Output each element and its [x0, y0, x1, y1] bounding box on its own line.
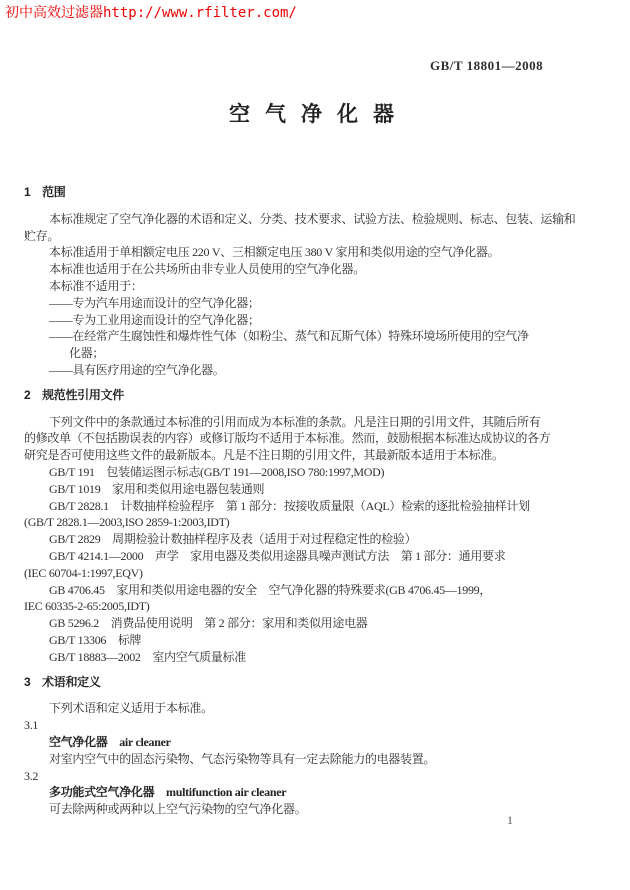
clause-heading: 3 术语和定义 — [24, 674, 101, 689]
standard-number: GB/T 18801—2008 — [430, 58, 544, 73]
paragraph-line: ——具有医疗用途的空气净化器。 — [49, 362, 225, 377]
paragraph-line: GB/T 4214.1—2000 声学 家用电器及类似用途器具噪声测试方法 第 1 部分：通用要求 — [49, 548, 506, 563]
paragraph-line: 对室内空气中的固态污染物、气态污染物等具有一定去除能力的电器装置。 — [49, 751, 436, 766]
term-number: 3.2 — [24, 768, 39, 783]
paragraph-line: 可去除两种或两种以上空气污染物的空气净化器。 — [49, 802, 307, 817]
clause-heading: 2 规范性引用文件 — [24, 387, 124, 402]
document-body — [24, 176, 590, 818]
term-number: 3.1 — [24, 718, 39, 733]
paragraph-continuation-line: 贮存。 — [24, 228, 60, 243]
paragraph-continuation-line: (GB/T 2828.1—2003,ISO 2859-1:2003,IDT) — [24, 515, 230, 530]
paragraph-continuation-line: 研究是否可使用这些文件的最新版本。凡是不注日期的引用文件，其最新版本适用于本标准。 — [24, 448, 504, 463]
clause-heading: 1 范围 — [24, 185, 66, 199]
paragraph-line: GB/T 18883—2002 室内空气质量标准 — [49, 649, 246, 664]
paragraph-line: GB 4706.45 家用和类似用途电器的安全 空气净化器的特殊要求(GB 4706.45—1999， — [49, 582, 492, 597]
paragraph-line: GB 5296.2 消费品使用说明 第 2 部分：家用和类似用途电器 — [49, 616, 368, 631]
paragraph-line: ——专为汽车用途而设计的空气净化器； — [49, 295, 260, 310]
paragraph-line: GB/T 13306 标牌 — [49, 632, 142, 647]
paragraph-continuation-line: (IEC 60704-1:1997,EQV) — [24, 565, 143, 580]
paragraph-continuation-line: IEC 60335-2-65:2005,IDT) — [24, 599, 150, 614]
paragraph-line: 本标准适用于单相额定电压 220 V、三相额定电压 380 V 家用和类似用途的空气净化器。 — [49, 245, 500, 260]
paragraph-line: ——专为工业用途而设计的空气净化器； — [49, 312, 260, 327]
paragraph-line: 本标准不适用于： — [49, 278, 143, 293]
paragraph-line: 下列文件中的条款通过本标准的引用而成为本标准的条款。凡是注日期的引用文件，其随后所有 — [49, 414, 541, 429]
list-continuation-line: 化器； — [69, 346, 105, 361]
page-number: 1 — [507, 813, 513, 827]
paragraph-line: 本标准规定了空气净化器的术语和定义、分类、技术要求、试验方法、检验规则、标志、包装、运输和 — [49, 211, 576, 226]
paragraph-line: ——在经常产生腐蚀性和爆炸性气体（如粉尘、蒸气和瓦斯气体）特殊环境场所使用的空气净 — [49, 329, 529, 344]
term-definition-heading: 空气净化器 air cleaner — [49, 734, 171, 749]
watermark-site-link[interactable]: 初中高效过滤器http://www.rfilter.com/ — [5, 5, 297, 21]
term-definition-heading: 多功能式空气净化器 multifunction air cleaner — [49, 785, 287, 800]
paragraph-line: GB/T 2829 周期检验计数抽样程序及表（适用于对过程稳定性的检验） — [49, 532, 417, 547]
paragraph-line: GB/T 191 包装储运图示标志(GB/T 191—2008,ISO 780:1997,MOD) — [49, 464, 385, 479]
paragraph-continuation-line: 的修改单（不包括勘误表的内容）或修订版均不适用于本标准。然而，鼓励根据本标准达成协议的各方 — [24, 431, 551, 446]
paragraph-line: 本标准也适用于在公共场所由非专业人员使用的空气净化器。 — [49, 262, 365, 277]
paragraph-line: GB/T 1019 家用和类似用途电器包装通则 — [49, 481, 265, 496]
paragraph-line: GB/T 2828.1 计数抽样检验程序 第 1 部分：按接收质量限（AQL）检索的逐批检验抽样计划 — [49, 498, 530, 513]
document-title: 空气净化器 — [229, 103, 409, 126]
paragraph-line: 下列术语和定义适用于本标准。 — [49, 701, 213, 716]
